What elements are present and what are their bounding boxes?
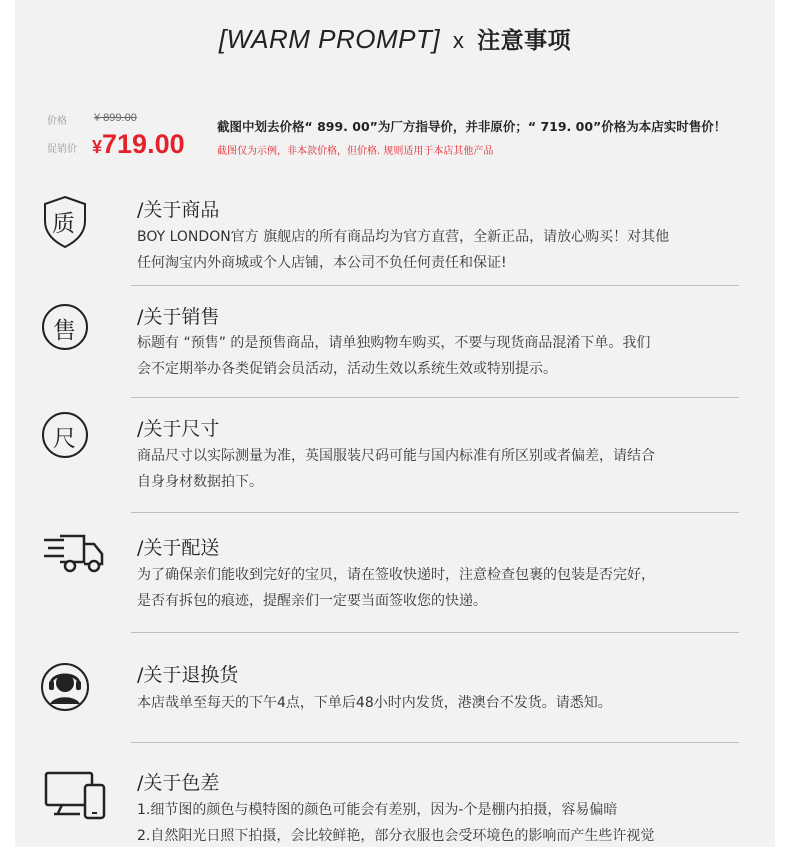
presale-glyph: 售 [53, 318, 76, 344]
body-line: 是否有拆包的痕迹，提醒亲们一定要当面签收您的快递。 [137, 593, 487, 609]
original-price: ¥ 899.00 [94, 112, 137, 124]
body-line: 本店哉单至每天的下午4点，下单后48小时内发货，港澳台不发货。请悉知。 [137, 695, 612, 711]
section-title-sales: /关于销售 [137, 306, 220, 328]
customer-service-icon [40, 662, 90, 712]
section-body-product [137, 224, 747, 276]
sale-value: 719.00 [102, 129, 185, 159]
body-line: 自身身材数据拍下。 [137, 474, 263, 490]
body-line: 任何淘宝内外商城或个人店铺，本公司不负任何责任和保证! [137, 255, 507, 271]
body-line: 为了确保亲们能收到完好的宝贝，请在签收快递时，注意检查包裹的包装是否完好， [137, 567, 655, 583]
section-title-delivery: /关于配送 [137, 537, 220, 559]
title-separator: x [452, 28, 465, 53]
section-body-size [137, 443, 747, 495]
ruler-size-icon [40, 410, 90, 460]
section-title-size: /关于尺寸 [137, 418, 220, 440]
divider [131, 742, 739, 743]
original-price-label: 价格 [47, 116, 67, 127]
section-body-delivery [137, 562, 747, 614]
section-title-returns: /关于退换货 [137, 664, 239, 686]
title-chinese: 注意事项 [477, 28, 572, 54]
divider [131, 397, 739, 398]
quality-glyph: 质 [52, 211, 75, 237]
delivery-truck-icon [42, 532, 106, 576]
section-body-returns [137, 690, 747, 716]
price-note: 截图中划去价格“ 899. 00”为厂方指导价，并非原价；“ 719. 00”价格为本店实时售价！ [217, 119, 727, 134]
quality-shield-icon [40, 195, 90, 245]
page-title [0, 22, 790, 55]
section-title-product: /关于商品 [137, 199, 220, 221]
sale-price [92, 129, 185, 160]
price-disclaimer: 截图仅为示例，非本款价格，但价格. 规则适用于本店其他产品 [217, 146, 494, 157]
section-body-sales [137, 330, 747, 382]
body-line: 标题有 “预售” 的是预售商品，请单独购物车购买，不要与现货商品混淆下单。我们 [137, 335, 651, 351]
body-line: 1.细节图的颜色与模特图的颜色可能会有差别，因为-个是棚内拍摄，容易偏暗 [137, 802, 618, 818]
presale-circle-icon [40, 302, 90, 352]
monitor-phone-icon [44, 770, 108, 820]
size-glyph: 尺 [53, 426, 76, 452]
title-english: [WARM PROMPT] [218, 24, 441, 54]
divider [131, 285, 739, 286]
divider [131, 512, 739, 513]
sale-price-label: 促销价 [47, 144, 77, 155]
section-title-color: /关于色差 [137, 772, 220, 794]
body-line: 商品尺寸以实际测量为准，英国服装尺码可能与国内标准有所区别或者偏差，请结合 [137, 448, 655, 464]
sale-currency: ¥ [92, 137, 103, 157]
section-body-color [137, 797, 747, 849]
body-line: 2.自然阳光日照下拍摄，会比较鲜艳，部分衣服也会受环境色的影响而产生些许视觉 [137, 828, 655, 844]
body-line: 会不定期举办各类促销会员活动，活动生效以系统生效或特别提示。 [137, 361, 557, 377]
body-line: BOY LONDON官方 旗舰店的所有商品均为官方直营，全新正品，请放心购买！对其他 [137, 229, 670, 245]
divider [131, 632, 739, 633]
